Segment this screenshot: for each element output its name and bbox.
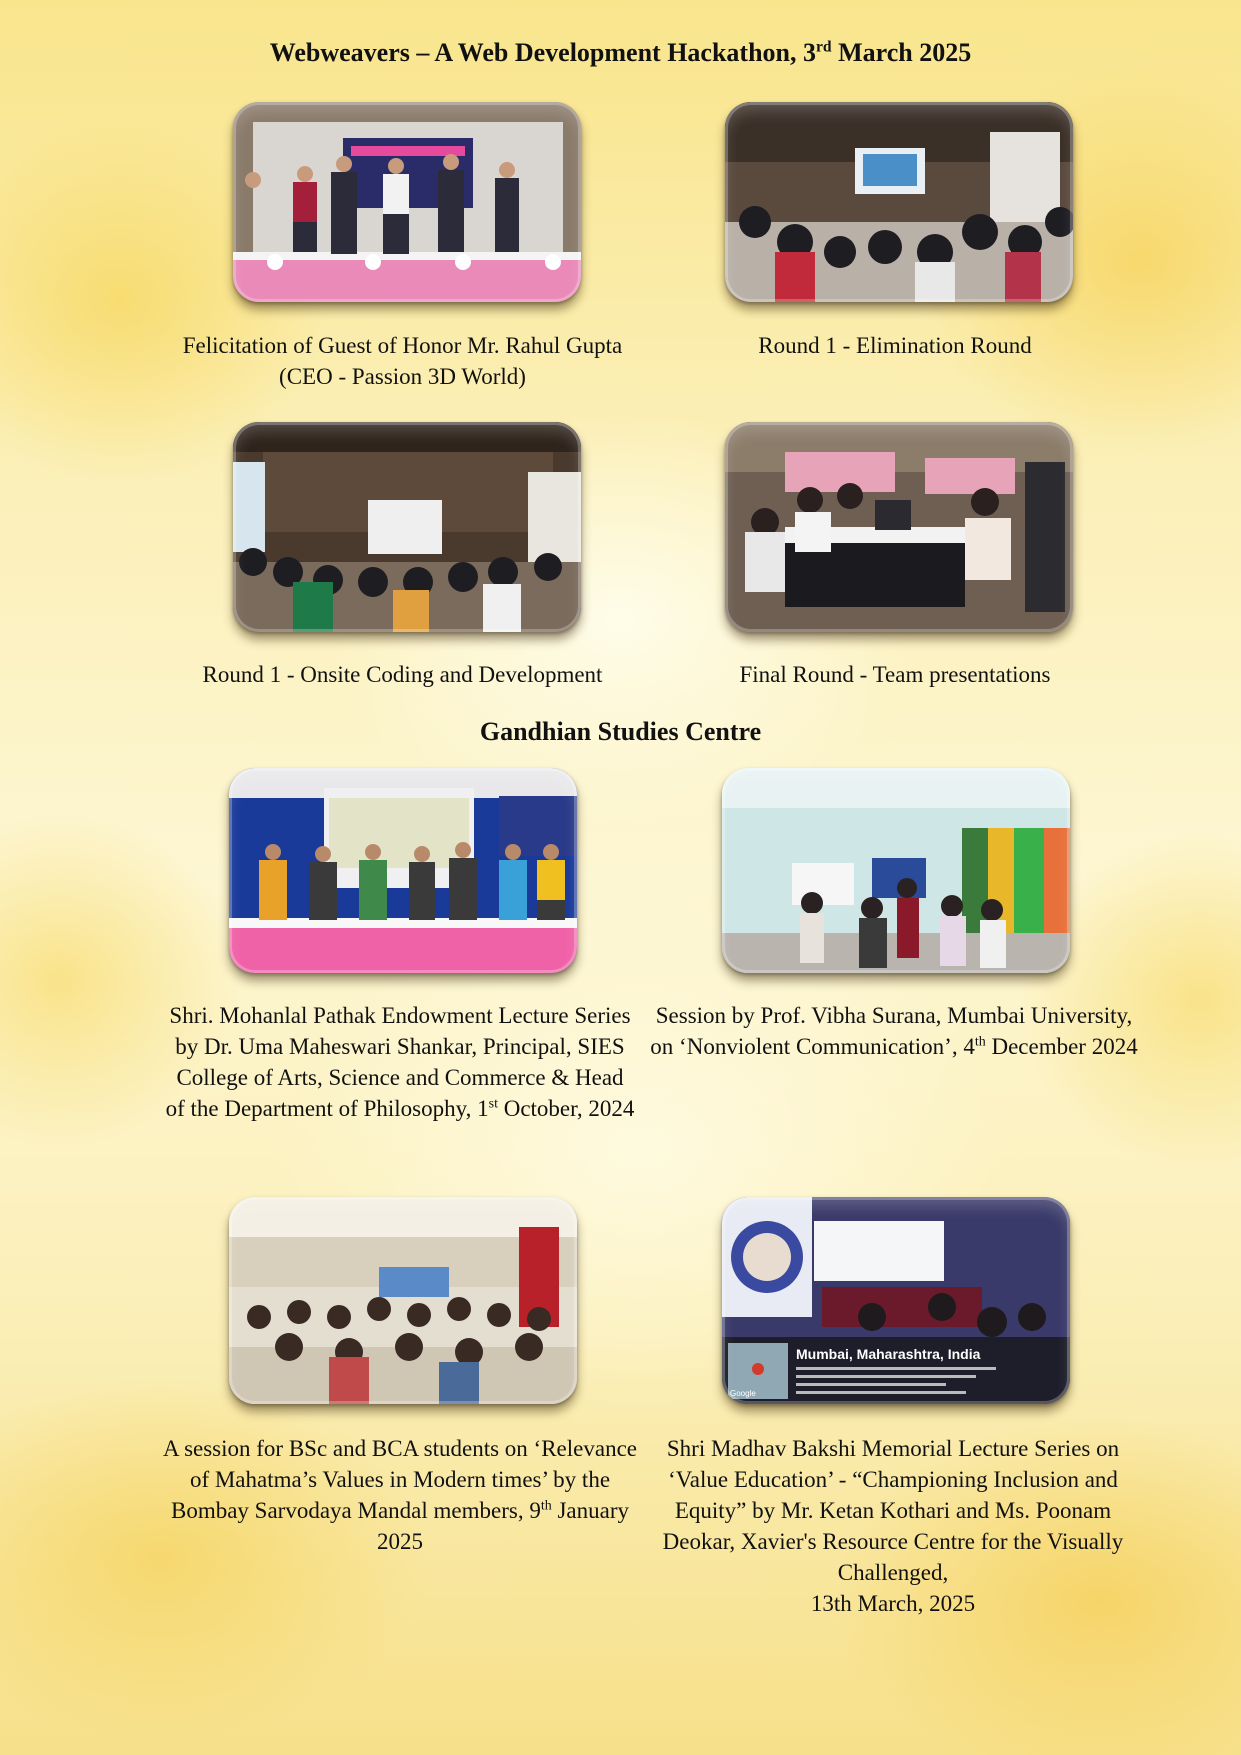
caption-sarvodaya-session: A session for BSc and BCA students on ‘Relevance of Mahatma’s Values in Modern times’ by the Bombay Sarvodaya Mandal members, 9th January 2025	[162, 1436, 637, 1554]
location-stamp: Mumbai, Maharashtra, India	[796, 1346, 981, 1362]
photo-nonviolent-communication	[722, 768, 1070, 973]
photo-elimination-round	[725, 102, 1073, 302]
caption-value-education-lecture: Shri Madhav Bakshi Memorial Lecture Series on ‘Value Education’ - “Championing Inclusion and Equity” by Mr. Ketan Kothari and Ms. Poonam Deokar, Xavier's Resource Centre for the Visually Challenged, 13th March, 2025	[662, 1436, 1124, 1616]
photo-endowment-lecture	[229, 768, 577, 973]
photo-felicitation	[233, 102, 581, 302]
photo-value-education-lecture	[722, 1197, 1070, 1404]
photo-sarvodaya-session	[229, 1197, 577, 1404]
photo-final-round	[725, 422, 1073, 632]
caption-elimination-round: Round 1 - Elimination Round	[758, 333, 1032, 358]
caption-nonviolent-communication: Session by Prof. Vibha Surana, Mumbai University, on ‘Nonviolent Communication’, 4th December 2024	[650, 1003, 1138, 1059]
caption-felicitation: Felicitation of Guest of Honor Mr. Rahul Gupta (CEO - Passion 3D World)	[182, 333, 623, 389]
photo-onsite-coding	[233, 422, 581, 632]
caption-endowment-lecture: Shri. Mohanlal Pathak Endowment Lecture Series by Dr. Uma Maheswari Shankar, Principal, SIES College of Arts, Science and Commerce & Head of the Department of Philosophy, 1st October, 2024	[165, 1003, 635, 1121]
caption-onsite-coding: Round 1 - Onsite Coding and Development	[202, 662, 603, 687]
caption-final-round: Final Round - Team presentations	[739, 662, 1051, 687]
hackathon-title: Webweavers – A Web Development Hackathon, 3rd March 2025	[269, 38, 972, 67]
gandhian-title: Gandhian Studies Centre	[479, 717, 762, 746]
map-brand: Google	[730, 1389, 756, 1398]
